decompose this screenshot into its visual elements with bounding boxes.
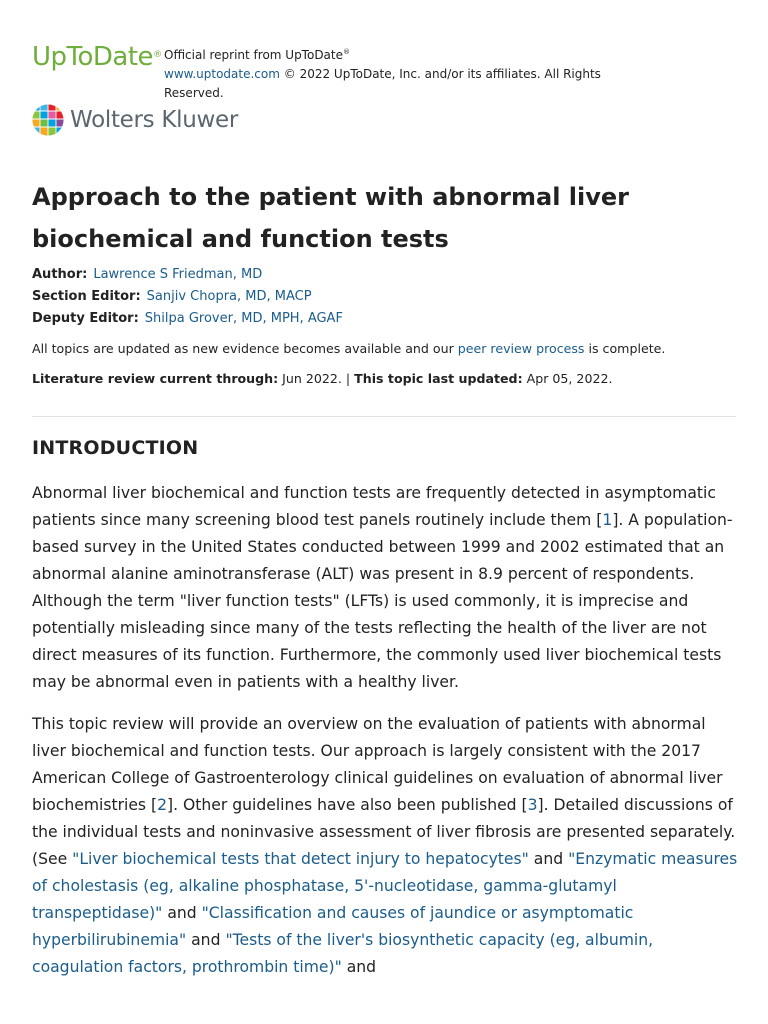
lit-review-value: Jun 2022. | [278, 371, 355, 386]
review-dates [32, 369, 613, 389]
topic-link-biosynthetic-capacity[interactable]: "Tests of the liver's biosynthetic capacity (eg, albumin, coagulation factors, prothrombin time)" [32, 931, 654, 976]
p2-and-3: and [186, 931, 226, 949]
reference-link-2[interactable]: 2 [157, 796, 168, 814]
section-editor-row [32, 286, 343, 308]
author-row [32, 264, 343, 286]
author-link[interactable]: Lawrence S Friedman, MD [93, 267, 263, 282]
reference-link-3[interactable]: 3 [527, 796, 538, 814]
update-note-text: All topics are updated as new evidence becomes available and our [32, 341, 458, 356]
topic-link-jaundice-classification[interactable]: "Classification and causes of jaundice or asymptomatic hyperbilirubinemia" [32, 904, 634, 949]
peer-review-link[interactable]: peer review process [457, 341, 585, 356]
wolters-kluwer-globe-icon [32, 103, 66, 137]
reprint-info [164, 43, 644, 103]
p2-text-1: This topic review will provide an overview on the evaluation of patients with abnormal liver biochemical and function tests. Our approach is largely consistent with the 2017 American College of Gastroenterology clinical guidelines on evaluation of abnormal liver biochemistries [ [32, 715, 723, 814]
deputy-editor-label: Deputy Editor: [32, 311, 139, 326]
topic-link-cholestasis-enzymes[interactable]: "Enzymatic measures of cholestasis (eg, alkaline phosphatase, 5'-nucleotidase, gamma-glutamyl transpeptidase)" [32, 850, 738, 922]
uptodate-site-link[interactable]: www.uptodate.com [164, 67, 280, 81]
reprint-mark: ® [343, 48, 350, 56]
article-title: Approach to the patient with abnormal liver biochemical and function tests [32, 183, 629, 253]
uptodate-logo [32, 40, 162, 74]
topic-link-hepatocyte-tests[interactable]: "Liver biochemical tests that detect injury to hepatocytes" [72, 850, 529, 868]
author-label: Author: [32, 267, 88, 282]
reprint-label: Official reprint from UpToDate [164, 48, 343, 62]
reference-link-1[interactable]: 1 [602, 511, 613, 529]
copyright-line [164, 65, 644, 103]
wolters-kluwer-wordmark: Wolters Kluwer [70, 107, 239, 133]
uptodate-header [32, 40, 601, 100]
update-note [32, 339, 665, 359]
p2-text-3: ]. Detailed discussions of the individual tests and noninvasive assessment of liver fibrosis are presented separately. (See [32, 796, 736, 868]
lit-review-label: Literature review current through: [32, 371, 279, 386]
p1-text-2: ]. A population-based survey in the United States conducted between 1999 and 2002 estimated that an abnormal alanine aminotransferase (ALT) was present in 8.9 percent of respondents. Although the term "liver function tests" (LFTs) is used commonly, it is imprecise and potentially misleading since many of the tests reflecting the health of the liver are not direct measures of its function. Furthermore, the commonly used liver biochemical tests may be abnormal even in patients with a healthy liver. [32, 511, 733, 691]
copyright-text: © 2022 UpToDate, Inc. and/or its affiliates. All Rights Reserved. [164, 67, 601, 100]
update-note-end: is complete. [584, 341, 666, 356]
intro-paragraph-2 [32, 711, 740, 981]
p2-and-4: and [341, 958, 377, 976]
section-editor-label: Section Editor: [32, 289, 141, 304]
p2-and-2: and [162, 904, 202, 922]
last-updated-value: Apr 05, 2022. [522, 371, 613, 386]
intro-paragraph-1 [32, 480, 740, 696]
introduction-heading: INTRODUCTION [32, 437, 199, 459]
uptodate-logo-text: UpToDate [32, 42, 154, 72]
p1-text-1: Abnormal liver biochemical and function tests are frequently detected in asymptomatic patients since many screening blood test panels routinely include them [ [32, 484, 716, 529]
uptodate-logo-mark: ® [153, 50, 162, 60]
article-credits [32, 264, 343, 330]
p2-and-1: and [528, 850, 569, 868]
last-updated-label: This topic last updated: [354, 371, 523, 386]
deputy-editor-row [32, 308, 343, 330]
p2-text-2: ]. Other guidelines have also been published [ [167, 796, 528, 814]
section-divider [32, 416, 736, 417]
reprint-line [164, 43, 644, 65]
section-editor-link[interactable]: Sanjiv Chopra, MD, MACP [146, 289, 312, 304]
wolters-kluwer-logo [32, 103, 238, 137]
deputy-editor-link[interactable]: Shilpa Grover, MD, MPH, AGAF [144, 311, 343, 326]
